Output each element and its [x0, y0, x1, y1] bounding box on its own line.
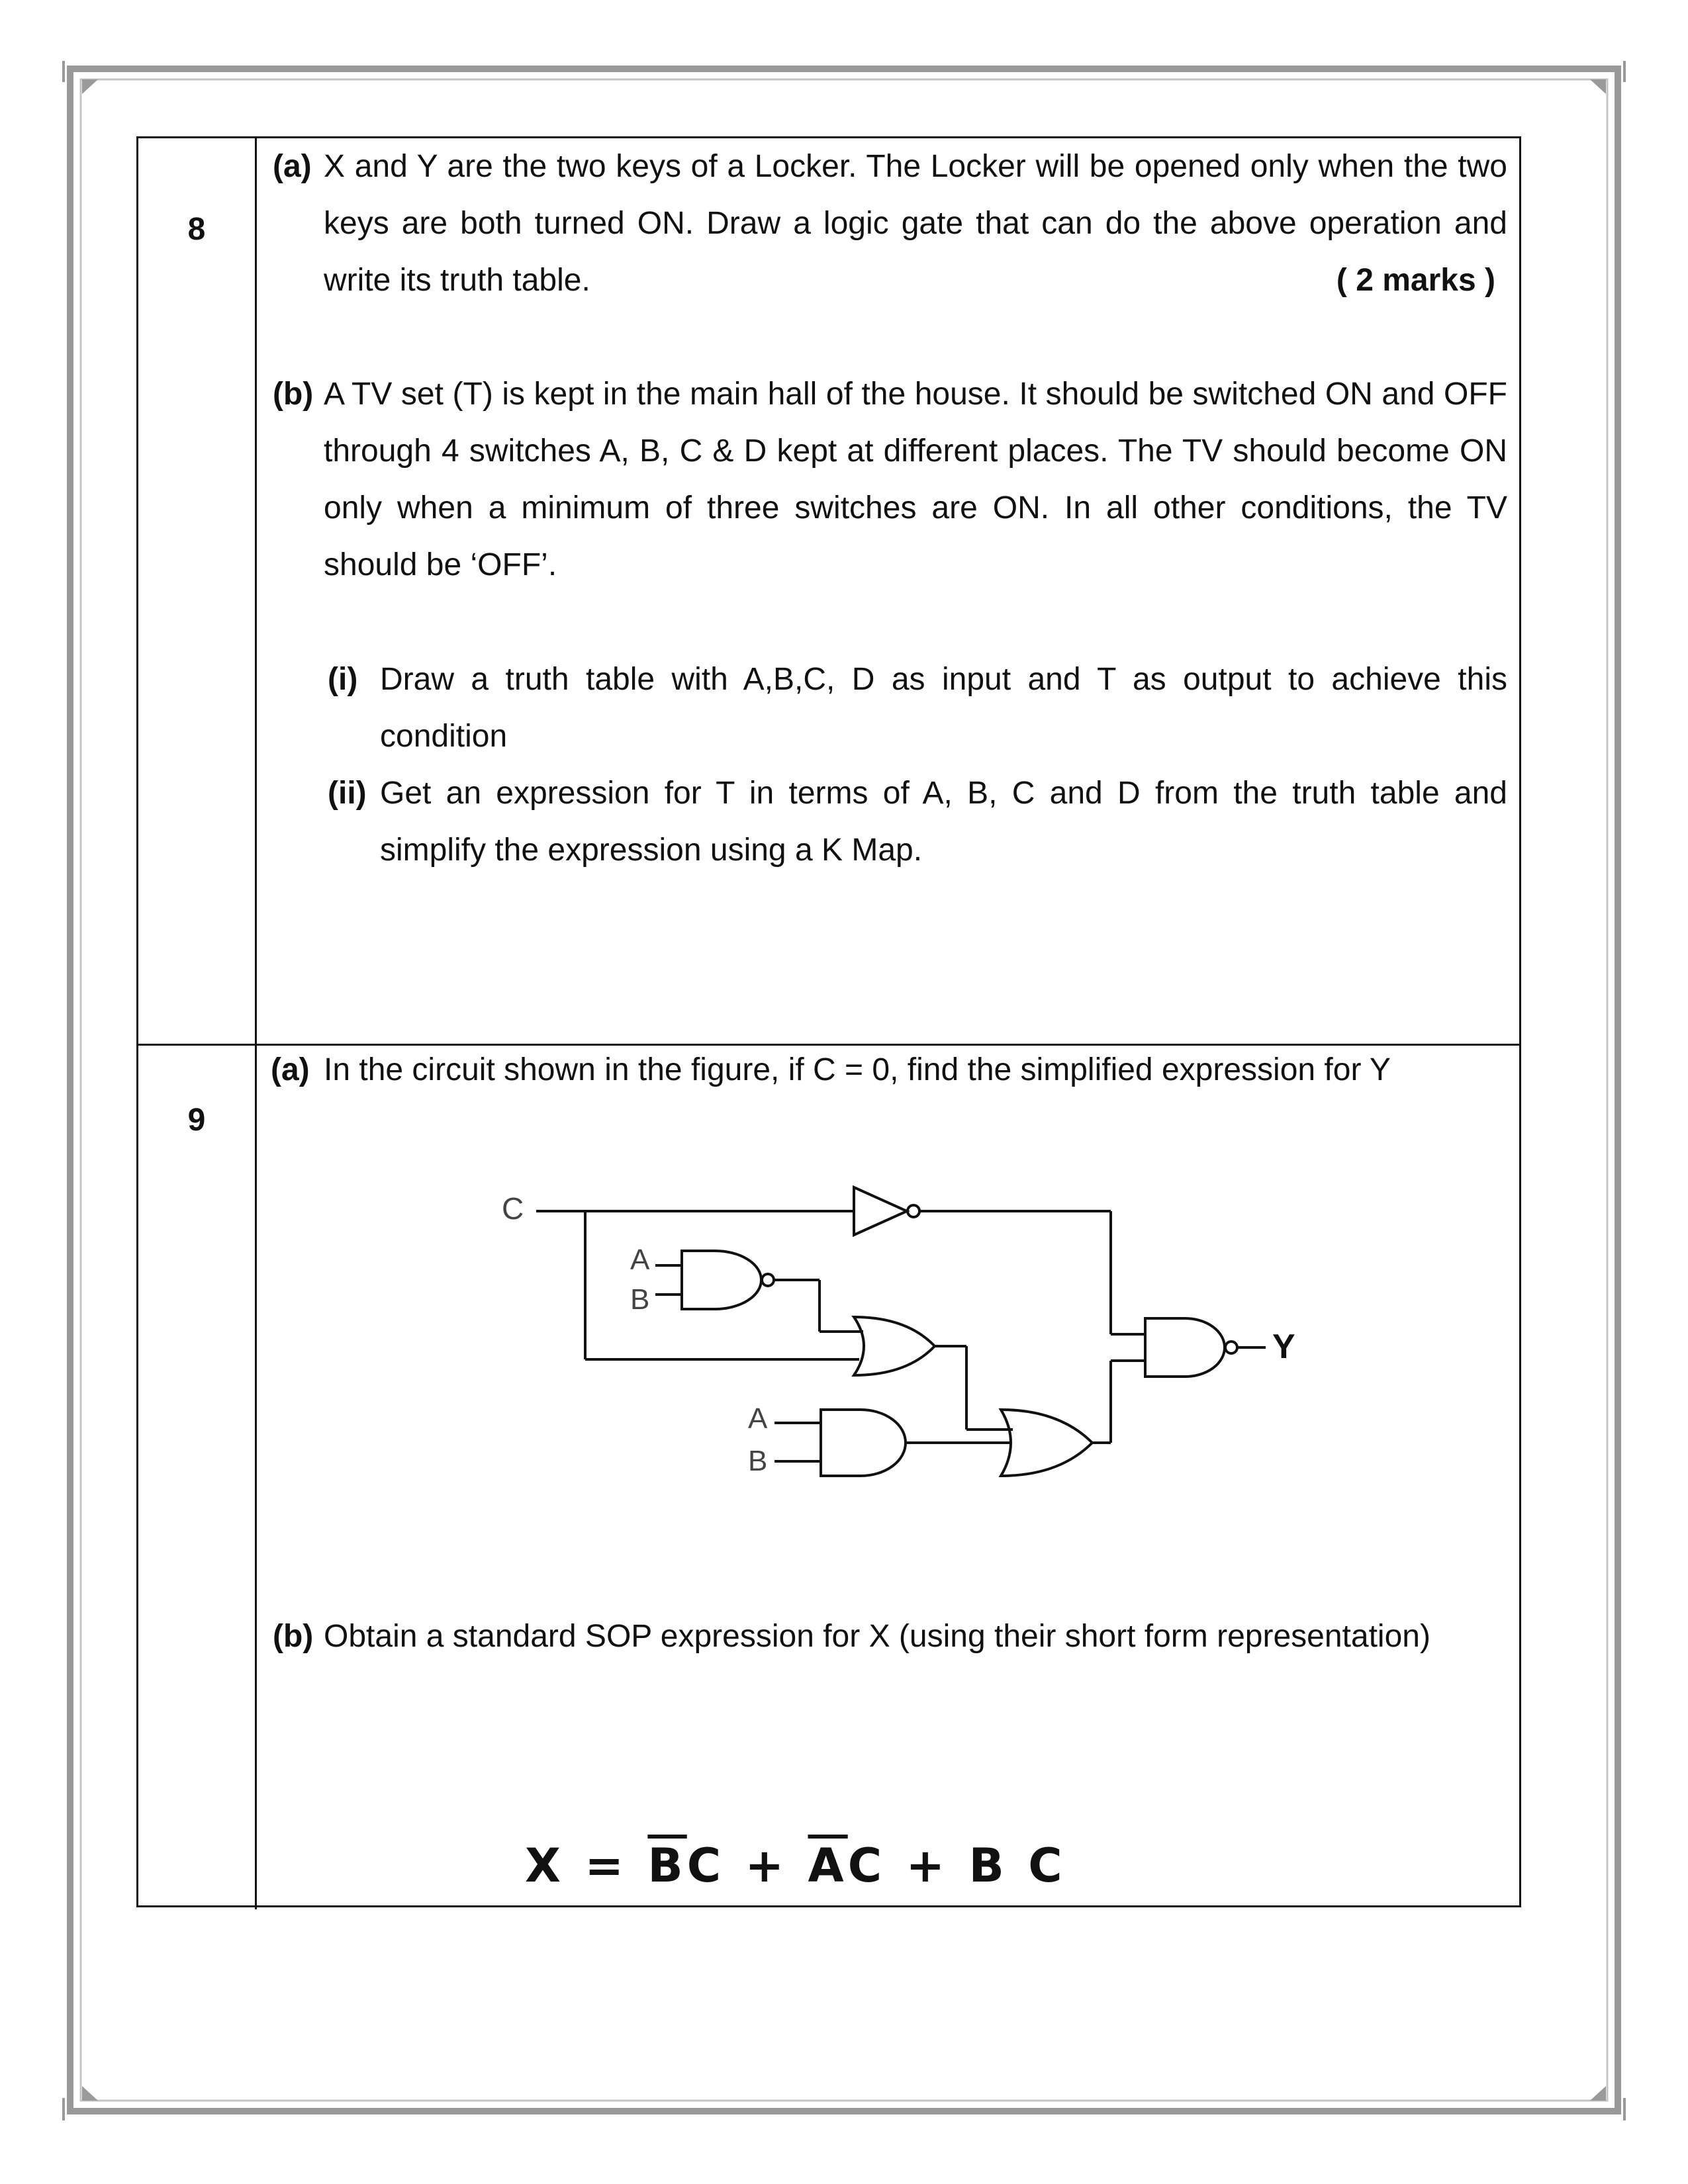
q9-part-b-text: Obtain a standard SOP expression for X (using their short form representation): [324, 1619, 1430, 1654]
sop-term3: B C: [968, 1839, 1066, 1893]
question-8-number: 8: [187, 212, 206, 247]
q8-part-a-text: [324, 138, 1507, 309]
circuit-label-a1: A: [630, 1244, 650, 1276]
sop-term1: C: [686, 1839, 726, 1893]
q8-part-b-i-text: Draw a truth table with A,B,C, D as input and T as output to achieve this condition: [380, 662, 1507, 754]
q8-part-a-body: X and Y are the two keys of a Locker. The Locker will be opened only when the two keys are both turned ON. Draw a logic gate that can do the above operation and write its truth table.: [324, 149, 1507, 298]
sop-plus-1: +: [745, 1839, 788, 1893]
not-gate: [854, 1187, 907, 1235]
and-gate-1: [682, 1251, 761, 1309]
q8-part-b-text: A TV set (T) is kept in the main hall of the house. It should be switched ON and OFF through 4 switches A, B, C & D kept at different places. The TV should become ON only when a minimum of three switches are ON. In all other conditions, the TV should be ‘OFF’.: [324, 377, 1507, 582]
sop-lhs: X =: [525, 1839, 628, 1893]
sop-term1-bar: $\overline{B}$: [647, 1839, 687, 1893]
q9-part-a-label: (a): [271, 1052, 310, 1087]
question-8-row: [138, 138, 1519, 1044]
column-divider: [255, 138, 257, 1044]
q9-part-a-text: In the circuit shown in the figure, if C = 0, find the simplified expression for Y: [324, 1052, 1391, 1087]
q8-part-b-i-label: (i): [328, 662, 358, 697]
column-divider: [255, 1046, 257, 1909]
or-gate-1: [854, 1317, 935, 1375]
question-9-number: 9: [187, 1103, 206, 1138]
and-gate-2: [821, 1410, 906, 1476]
q8-part-a-label: (a): [273, 149, 312, 184]
circuit-label-a2: A: [748, 1402, 768, 1435]
or-gate-2: [1001, 1410, 1092, 1476]
circuit-label-b2: B: [748, 1445, 768, 1477]
sop-term2: C: [847, 1839, 886, 1893]
nand-gate-output: [1145, 1318, 1225, 1377]
nand-gate-output-bubble: [1225, 1342, 1237, 1353]
sop-plus-2: +: [906, 1839, 949, 1893]
q8-part-b-ii-label: (ii): [328, 776, 367, 811]
circuit-label-b1: B: [630, 1283, 650, 1316]
question-table: [136, 136, 1521, 1907]
circuit-label-y: Y: [1272, 1328, 1295, 1366]
sop-term2-bar: $\overline{A}$: [808, 1839, 848, 1893]
sop-expression: [525, 1839, 1066, 1893]
q8-part-a-marks: ( 2 marks ): [1336, 263, 1495, 298]
q8-part-b-ii-text: Get an expression for T in terms of A, B, C and D from the truth table and simplify the expression using a K Map.: [380, 776, 1507, 868]
q8-part-b-label: (b): [273, 377, 314, 412]
and-gate-1-bubble: [762, 1274, 774, 1286]
circuit-label-c: C: [502, 1191, 524, 1226]
q9-part-b-label: (b): [273, 1619, 314, 1654]
logic-circuit-diagram: [463, 1145, 1337, 1516]
